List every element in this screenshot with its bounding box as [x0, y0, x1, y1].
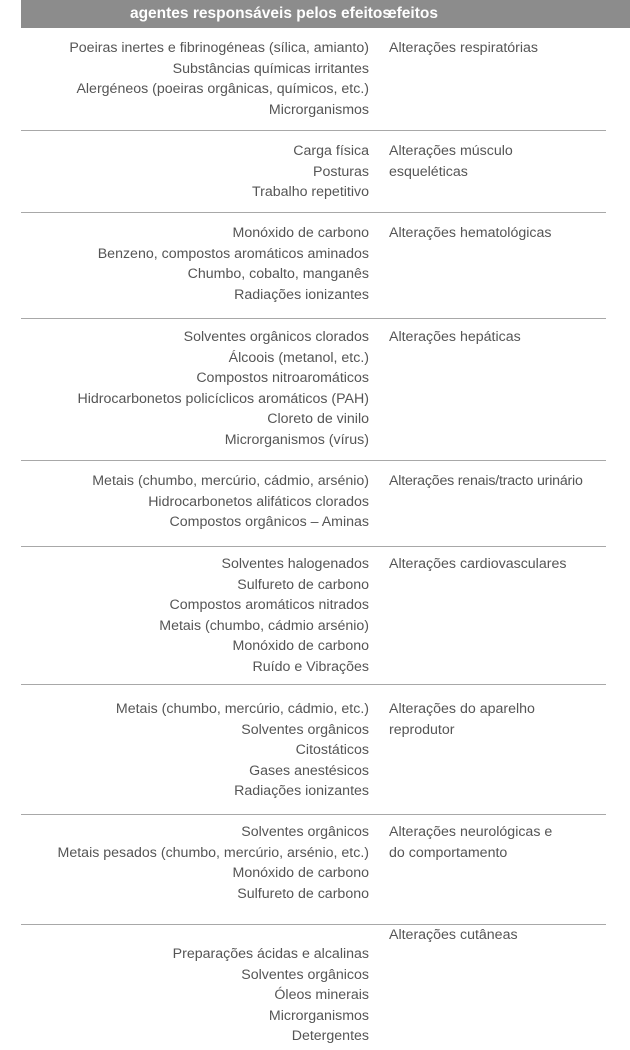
agent-item: Hidrocarbonetos alifáticos clorados	[148, 493, 369, 510]
agent-item: Sulfureto de carbono	[237, 885, 369, 902]
agent-item: Microrganismos	[268, 1007, 369, 1024]
effect-cell: Alterações neurológicas e do comportamento	[389, 824, 553, 861]
agent-item: Microrganismos (vírus)	[224, 431, 369, 448]
agent-item: Óleos minerais	[274, 987, 369, 1004]
agent-item: Cloreto de vinilo	[267, 411, 369, 428]
agent-item: Substâncias químicas irritantes	[172, 60, 369, 77]
agent-item: Álcoois (metanol, etc.)	[228, 349, 369, 366]
table-row	[21, 131, 606, 213]
header-agents: agentes responsáveis pelos efeitos	[129, 5, 391, 22]
table-row	[21, 815, 606, 925]
agent-item: Sulfureto de carbono	[237, 576, 369, 593]
agent-item: Metais (chumbo, cádmio arsénio)	[159, 617, 369, 634]
agent-item: Poeiras inertes e fibrinogéneas (sílica, amianto)	[69, 40, 369, 56]
agents-cell	[29, 944, 369, 1047]
agent-item: Radiações ionizantes	[234, 286, 369, 303]
agent-item: Monóxido de carbono	[232, 638, 369, 655]
agent-item: Monóxido de carbono	[232, 865, 369, 882]
agent-item: Detergentes	[291, 1028, 369, 1045]
agent-item: Benzeno, compostos aromáticos aminados	[97, 245, 369, 262]
agent-item: Solventes orgânicos	[241, 721, 369, 738]
agent-item: Trabalho repetitivo	[252, 184, 369, 201]
agent-item: Metais (chumbo, mercúrio, cádmio, arsénio)	[92, 473, 369, 489]
agent-item: Preparações ácidas e alcalinas	[172, 946, 369, 962]
agent-item: Monóxido de carbono	[232, 225, 369, 241]
effect-cell: Alterações respiratórias	[389, 40, 539, 56]
effect-cell: Alterações hepáticas	[389, 329, 521, 345]
agent-item: Metais pesados (chumbo, mercúrio, arsénio, etc.)	[57, 844, 369, 861]
effect-cell: Alterações cutâneas	[389, 927, 518, 943]
agent-item: Compostos nitroaromáticos	[196, 370, 369, 387]
agent-item: Alergéneos (poeiras orgânicas, químicos, etc.)	[76, 81, 369, 98]
effect-cell: Alterações músculo esqueléticas	[389, 143, 513, 180]
agent-item: Compostos aromáticos nitrados	[169, 597, 369, 614]
agents-cell	[29, 554, 369, 678]
agent-item: Compostos orgânicos – Aminas	[169, 514, 369, 531]
agents-cell	[29, 699, 369, 802]
agent-item: Metais (chumbo, mercúrio, cádmio, etc.)	[115, 701, 369, 717]
agent-item: Solventes halogenados	[221, 556, 369, 572]
table-row	[21, 319, 606, 461]
agents-cell	[29, 38, 369, 120]
effect-cell: Alterações do aparelho reprodutor	[389, 701, 535, 738]
agent-item: Chumbo, cobalto, manganês	[187, 266, 369, 283]
agent-item: Solventes orgânicos clorados	[183, 329, 369, 345]
header-effects: efeitos	[388, 5, 438, 22]
agents-cell	[29, 223, 369, 305]
table-row	[21, 547, 606, 685]
agent-item: Posturas	[313, 163, 369, 180]
table-row	[21, 213, 606, 319]
agents-cell	[29, 471, 369, 533]
agent-item: Solventes orgânicos	[241, 824, 369, 840]
effect-cell: Alterações hematológicas	[389, 225, 552, 241]
table-row	[21, 32, 606, 131]
effect-cell: Alterações cardiovasculares	[389, 556, 567, 572]
effect-cell: Alterações renais/tracto urinário	[389, 473, 583, 489]
agents-cell	[29, 822, 369, 904]
agent-item: Ruído e Vibrações	[252, 658, 369, 675]
agent-item: Gases anestésicos	[249, 762, 369, 779]
table-row	[21, 925, 606, 1050]
agent-item: Carga física	[293, 143, 369, 159]
table-row	[21, 461, 606, 547]
agent-item: Hidrocarbonetos policíclicos aromáticos (PAH)	[77, 390, 369, 407]
agent-item: Citostáticos	[295, 742, 369, 759]
agent-item: Microrganismos	[268, 101, 369, 118]
agent-item: Solventes orgânicos	[241, 966, 369, 983]
agent-item: Radiações ionizantes	[234, 783, 369, 800]
agents-cell	[29, 141, 369, 203]
table-row	[21, 685, 606, 815]
agents-cell	[29, 327, 369, 451]
agents-effects-table	[21, 0, 630, 1045]
table-header	[21, 0, 630, 28]
